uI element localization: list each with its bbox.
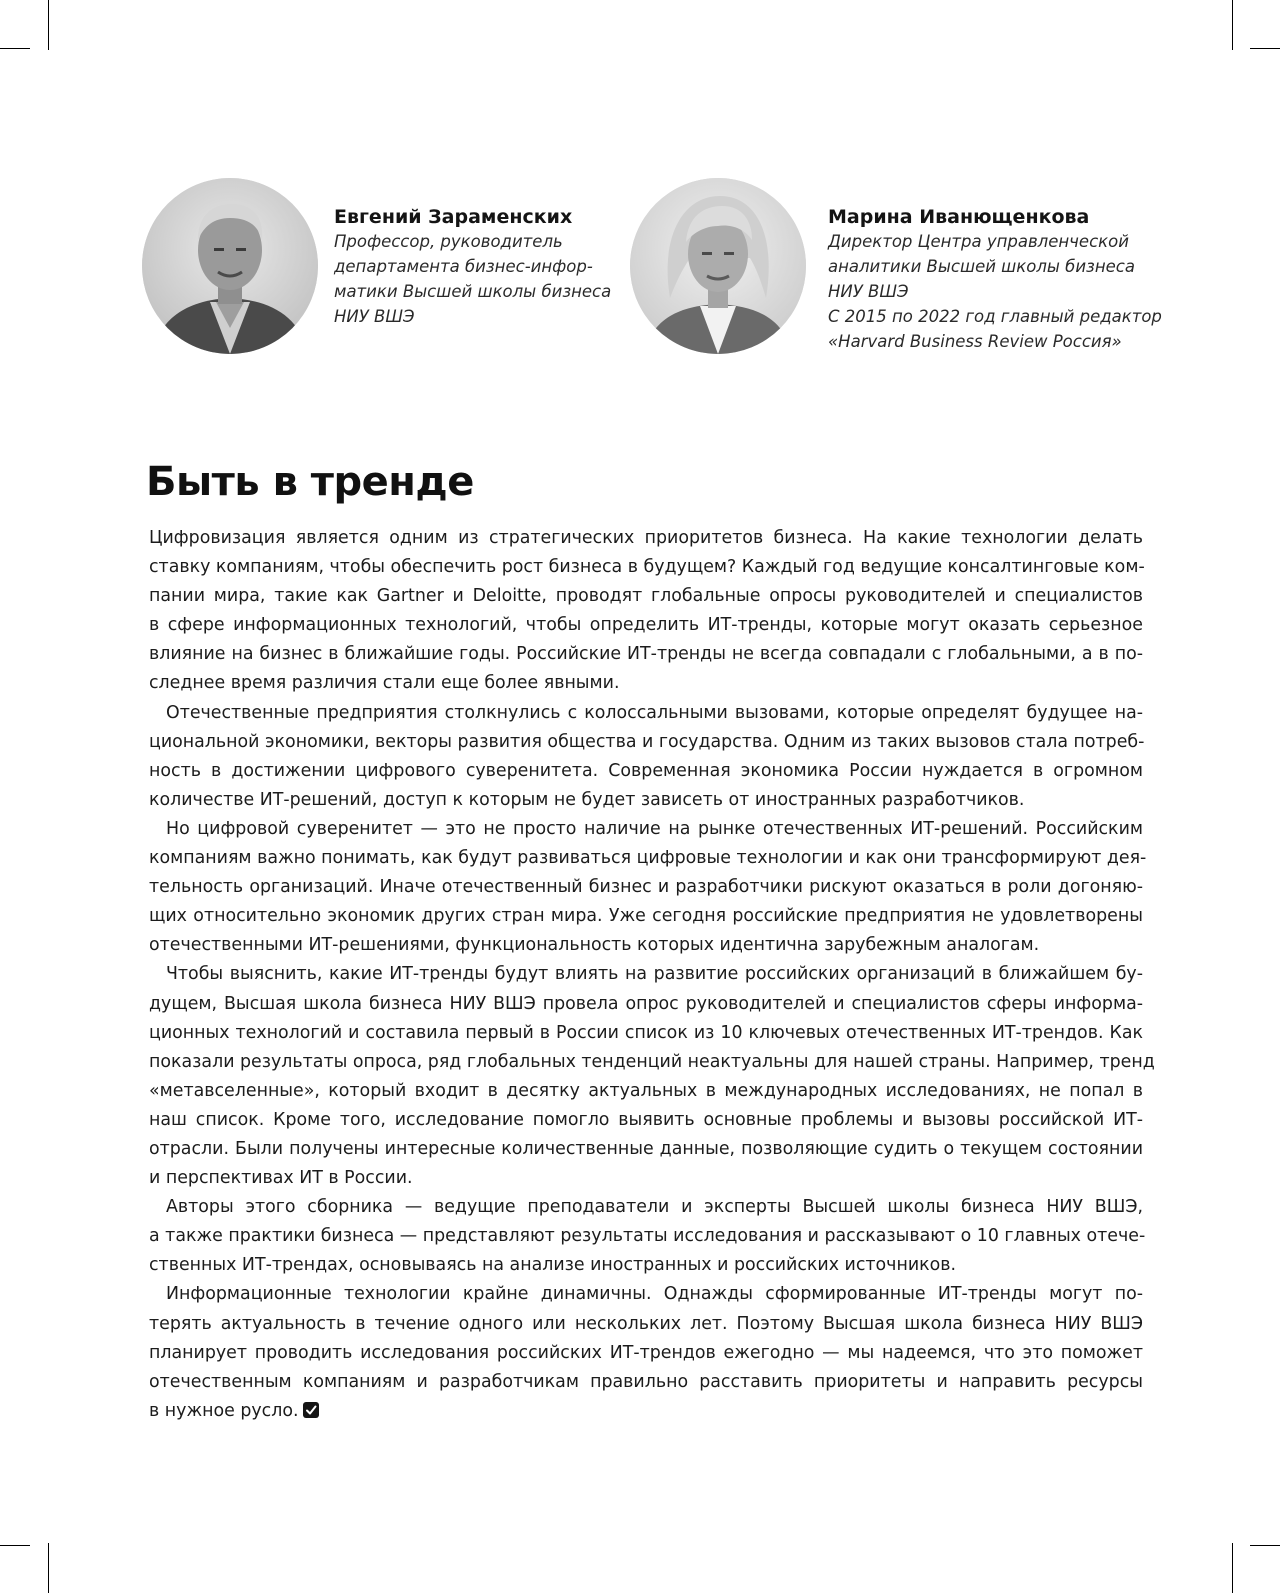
author-name: Евгений Зараменских (334, 206, 573, 228)
text-line: планирует проводить исследования российских ИТ-трендов ежегодно — мы надеемся, что это поможет (149, 1342, 1143, 1363)
text-line: ставку компаниям, чтобы обеспечить рост бизнеса в будущем? Каждый год ведущие консалтинговые ком- (149, 557, 1145, 578)
text-line: ственных ИТ-трендах, основываясь на анализе иностранных и российских источников. (149, 1255, 957, 1276)
author-photo (630, 178, 806, 354)
article-body (149, 524, 1155, 1426)
text-line: отечественными ИТ-решениями, функциональность которых идентична зарубежным аналогам. (149, 935, 1040, 956)
crop-mark (1232, 0, 1233, 50)
crop-mark (48, 0, 49, 50)
text-line: тельность организаций. Иначе отечественный бизнес и разработчики рискуют оказаться в роли догоняю- (149, 877, 1143, 898)
text-line: влияние на бизнес в ближайшие годы. Российские ИТ-тренды не всегда совпадали с глобальными, а в по- (149, 644, 1143, 665)
text-line: дущем, Высшая школа бизнеса НИУ ВШЭ провела опрос руководителей и специалистов сферы информа- (149, 993, 1143, 1014)
text-line: следнее время различия стали еще более явными. (149, 673, 620, 694)
text-line: ность в достижении цифрового суверенитета. Современная экономика России нуждается в огромном (149, 760, 1143, 781)
text-line: Отечественные предприятия столкнулись с колоссальными вызовами, которые определят будущее на- (166, 702, 1143, 723)
author-role: Профессор, руководитель департамента бизнес-инфор- матики Высшей школы бизнеса НИУ ВШЭ (334, 232, 612, 326)
text-line: в сфере информационных технологий, чтобы определить ИТ-тренды, которые могут оказать серьезное (149, 615, 1143, 636)
last-line (149, 1397, 1143, 1426)
text-line: «метавселенные», который входит в десятку актуальных в международных исследованиях, не попал в (149, 1080, 1143, 1101)
crop-mark (0, 48, 30, 49)
text-line: циональной экономики, векторы развития общества и государства. Одним из таких вызовов стала потреб- (149, 731, 1145, 752)
crop-mark (1250, 1545, 1280, 1546)
text-line: Авторы этого сборника — ведущие преподаватели и эксперты Высшей школы бизнеса НИУ ВШЭ, (166, 1197, 1143, 1218)
text-line: Информационные технологии крайне динамичны. Однажды сформированные ИТ-тренды могут по- (166, 1284, 1143, 1305)
text-line: отрасли. Были получены интересные количественные данные, позволяющие судить о текущем состоянии (149, 1138, 1143, 1159)
text-line: пании мира, такие как Gartner и Deloitte, проводят глобальные опросы руководителей и специалистов (149, 586, 1143, 607)
crop-mark (48, 1543, 49, 1593)
text-line: терять актуальность в течение одного или нескольких лет. Поэтому Высшая школа бизнеса НИУ ВШЭ (149, 1313, 1143, 1334)
text-line: наш список. Кроме того, исследование помогло выявить основные проблемы и вызовы российской ИТ- (149, 1109, 1143, 1130)
author-role: Директор Центра управленческой аналитики Высшей школы бизнеса НИУ ВШЭ С 2015 по 2022 год главный редактор «Harvard Business Review Россия» (828, 232, 1162, 351)
crop-mark (1232, 1543, 1233, 1593)
text-line: компаниям важно понимать, как будут развиваться цифровые технологии и как они трансформируют дея- (149, 848, 1147, 869)
crop-mark (1250, 48, 1280, 49)
text-line: Цифровизация является одним из стратегических приоритетов бизнеса. На какие технологии делать (149, 528, 1143, 548)
article-title: Быть в тренде (146, 459, 474, 505)
text-line: ционных технологий и составила первый в России список из 10 ключевых отечественных ИТ-трендов. Как (149, 1022, 1143, 1043)
crop-mark (0, 1545, 30, 1546)
author-photo (142, 178, 318, 354)
author-info (334, 205, 634, 329)
text-line: в нужное русло. (149, 1400, 299, 1421)
author-name: Марина Иванющенкова (828, 206, 1090, 228)
text-line: количестве ИТ-решений, доступ к которым не будет зависеть от иностранных разработчиков. (149, 789, 1025, 810)
text-line: щих относительно экономик других стран мира. Уже сегодня российские предприятия не удовлетворены (149, 906, 1143, 927)
checkmark-icon (303, 1402, 319, 1418)
text-line: показали результаты опроса, ряд глобальных тенденций неактуальны для нашей страны. Например, тренд (149, 1051, 1155, 1072)
text-line: отечественным компаниям и разработчикам правильно расставить приоритеты и направить ресурсы (149, 1371, 1143, 1392)
text-line: и перспективах ИТ в России. (149, 1168, 413, 1189)
author-info (828, 205, 1208, 354)
text-line: а также практики бизнеса — представляют результаты исследования и рассказывают о 10 главных отече- (149, 1226, 1146, 1247)
text-line: Но цифровой суверенитет — это не просто наличие на рынке отечественных ИТ-решений. Российским (166, 818, 1143, 839)
text-line: Чтобы выяснить, какие ИТ-тренды будут влиять на развитие российских организаций в ближайшем бу- (166, 964, 1143, 985)
